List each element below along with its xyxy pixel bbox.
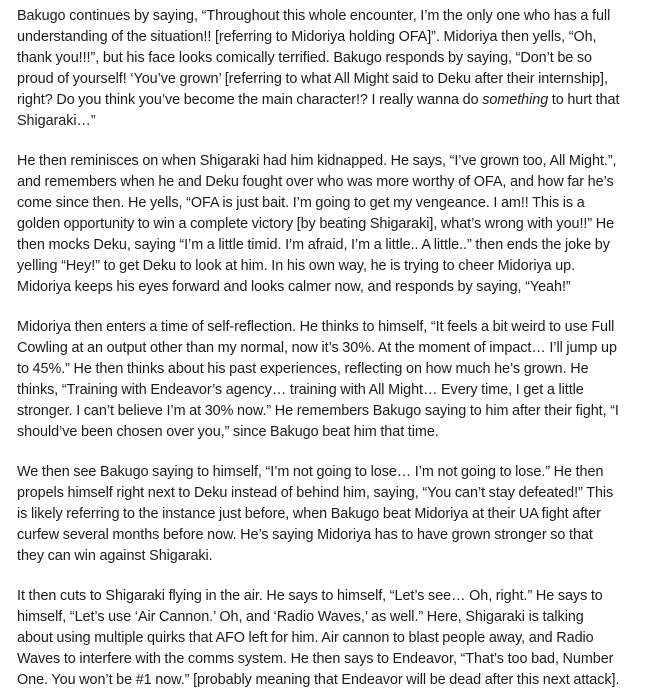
emphasized-word: something — [482, 92, 549, 108]
text-line — [17, 380, 656, 401]
text-run: Waves to interfere with the comms system. He then says to Endeavor, “That’s too bad, Number — [17, 651, 614, 667]
text-line — [17, 649, 656, 670]
text-line — [17, 483, 656, 504]
text-line — [17, 338, 656, 359]
text-run: then mocks Deku, saying “I’m a little timid. I’m afraid, I’m a little.. A little..” then ends the joke by — [17, 237, 610, 253]
text-line — [17, 525, 656, 546]
text-line — [17, 193, 656, 214]
text-run: they can win against Shigaraki. — [17, 548, 213, 564]
text-run: Cowling at an output other than my normal, now it’s 30%. At the moment of impact… I’ll jump up — [17, 340, 617, 356]
paragraph — [17, 317, 656, 443]
text-run: to hurt that — [548, 92, 620, 108]
text-line — [17, 6, 656, 27]
text-run: should’ve been chosen over you,” since Bakugo beat him that time. — [17, 424, 439, 440]
text-run: thinks, “Training with Endeavor’s agency… training with All Might… Every time, I get a little — [17, 382, 584, 398]
text-run: We then see Bakugo saying to himself, “I’m not going to lose… I’m not going to lose.” He then — [17, 464, 604, 480]
text-run: right? Do you think you’ve become the main character!? I really wanna do — [17, 92, 483, 108]
text-run: One. You won’t be #1 now.” [probably meaning that Endeavor will be dead after this next attack]. — [17, 672, 620, 688]
text-run: understanding of the situation!! [referring to Midoriya holding OFA]”. Midoriya then yells, “Oh, — [17, 29, 597, 45]
text-run: about using multiple quirks that AFO left for him. Air cannon to blast people away, and Radio — [17, 630, 594, 646]
text-run: is likely referring to the instance just before, when Bakugo beat Midoriya at their UA fight after — [17, 506, 601, 522]
text-run: Bakugo continues by saying, “Throughout this whole encounter, I’m the only one who has a full — [17, 8, 611, 24]
text-line — [17, 359, 656, 380]
text-run: propels himself right next to Deku instead of behind him, saying, “You can’t stay defeated!” This — [17, 485, 614, 501]
text-run: Midoriya then enters a time of self-reflection. He thinks to himself, “It feels a bit weird to use Full — [17, 319, 615, 335]
text-line — [17, 462, 656, 483]
text-line — [17, 277, 656, 298]
text-run: curfew several months before now. He’s saying Midoriya has to have grown stronger so that — [17, 527, 593, 543]
text-line — [17, 401, 656, 422]
text-line — [17, 546, 656, 567]
paragraph — [17, 151, 656, 298]
text-line — [17, 607, 656, 628]
text-line — [17, 90, 656, 111]
paragraph — [17, 462, 656, 567]
text-run: thank you!!!”, but his face looks comically terrified. Bakugo responds by saying, “Don’t be so — [17, 50, 593, 66]
text-line — [17, 628, 656, 649]
text-run: and remembers when he and Deku fought over who was more worthy of OFA, and how far he’s — [17, 174, 614, 190]
text-line — [17, 48, 656, 69]
text-line — [17, 111, 656, 132]
text-run: proud of yourself! ‘You’ve grown’ [referring to what All Might said to Deku after their internship], — [17, 71, 608, 87]
text-line — [17, 172, 656, 193]
text-line — [17, 317, 656, 338]
text-run: golden opportunity to win a complete victory [by beating Shigaraki], what’s wrong with you!!” He — [17, 216, 615, 232]
text-run: He then reminisces on when Shigaraki had him kidnapped. He says, “I’ve grown too, All Might.”, — [17, 153, 617, 169]
text-line — [17, 235, 656, 256]
article-body — [17, 6, 656, 691]
text-run: Midoriya keeps his eyes forward and looks calmer now, and responds by saying, “Yeah!” — [17, 279, 571, 295]
text-run: stronger. I can’t believe I’m at 30% now.” He remembers Bakugo saying to him after their fight, “I — [17, 403, 619, 419]
paragraph — [17, 6, 656, 132]
text-run: to 45%.” He then thinks about his past experiences, reflecting on how much he’s grown. He — [17, 361, 589, 377]
text-line — [17, 504, 656, 525]
text-line — [17, 27, 656, 48]
text-line — [17, 214, 656, 235]
text-line — [17, 422, 656, 443]
text-line — [17, 151, 656, 172]
text-run: yelling “Hey!” to get Deku to look at him. In his own way, he is trying to cheer Midoriya up. — [17, 258, 576, 274]
paragraph — [17, 586, 656, 691]
text-line — [17, 256, 656, 277]
text-run: It then cuts to Shigaraki flying in the air. He says to himself, “Let’s see… Oh, right.” He says to — [17, 588, 603, 604]
text-run: come since then. He yells, “OFA is just bait. I’m going to get my vengeance. I am!! This is a — [17, 195, 585, 211]
text-run: Shigaraki…” — [17, 113, 96, 129]
text-line — [17, 586, 656, 607]
text-line — [17, 69, 656, 90]
text-run: himself, “Let’s use ‘Air Cannon.’ Oh, and ‘Radio Waves,’ as well.” Here, Shigaraki is talking — [17, 609, 584, 625]
